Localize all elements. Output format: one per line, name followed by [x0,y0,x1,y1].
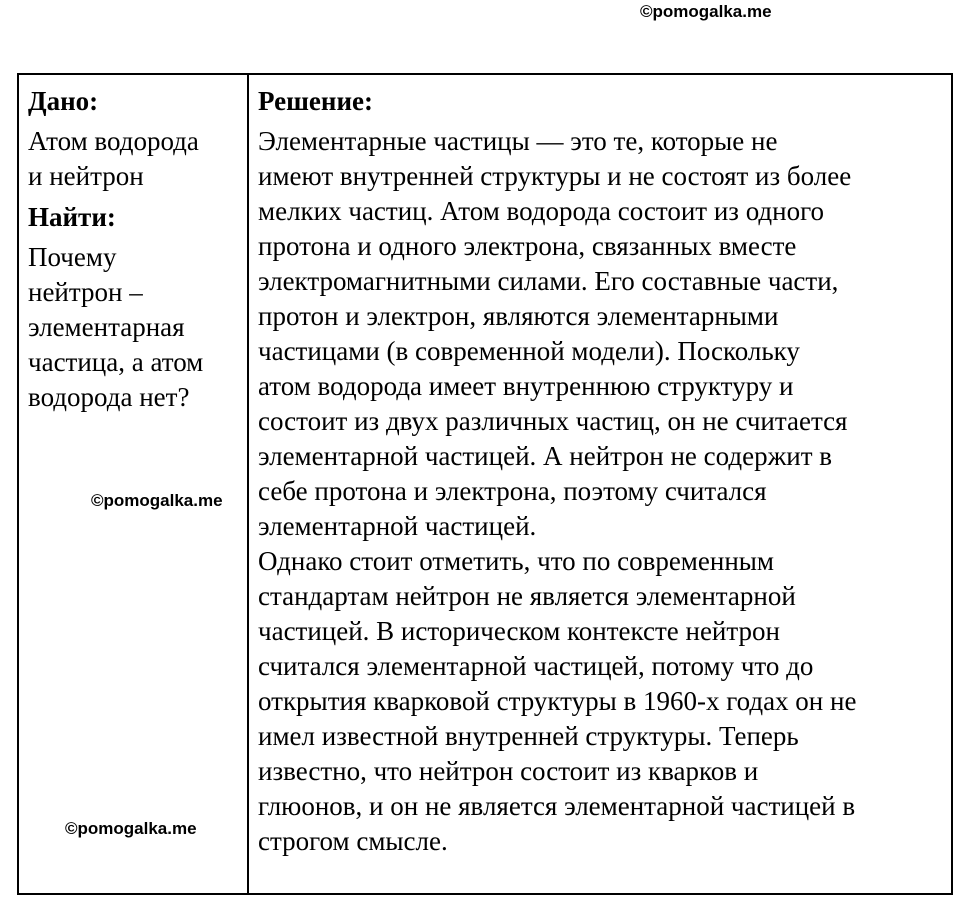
given-find-column [19,75,249,893]
solution-column [249,75,951,893]
watermark-top: ©pomogalka.me [640,2,772,21]
find-label: Найти: [28,202,116,232]
solution-label: Решение: [258,86,373,116]
solution-paragraph-2: Однако стоит отметить, что по современным стандартам нейтрон не является элементарной частицей. В историческом контексте нейтрон считался элементарной частицей, потому что до открытия кварковой структуры в 1960-х годах он не имел известной внутренней структуры. Теперь известно, что нейтрон состоит из кварков и глюонов, и он не является элементарной частицей в строгом смысле. [258,546,857,856]
solution-table [17,73,953,895]
solution-paragraph-1: Элементарные частицы — это те, которые не имеют внутренней структуры и не состоят из более мелких частиц. Атом водорода состоит из одного протона и одного электрона, связанных вместе электромагнитными силами. Его составные части, протон и электрон, являются элементарными частицами (в современной модели). Поскольку атом водорода имеет внутреннюю структуру и состоит из двух различных частиц, он не считается элементарной частицей. А нейтрон не содержит в себе протона и электрона, поэтому считался элементарной частицей. [258,126,852,541]
find-text: Почему нейтрон – элементарная частица, а атом водорода нет? [28,242,204,412]
given-label: Дано: [28,86,99,116]
watermark-middle: ©pomogalka.me [91,491,223,510]
watermark-bottom: ©pomogalka.me [65,819,197,838]
given-text: Атом водорода и нейтрон [28,126,199,191]
